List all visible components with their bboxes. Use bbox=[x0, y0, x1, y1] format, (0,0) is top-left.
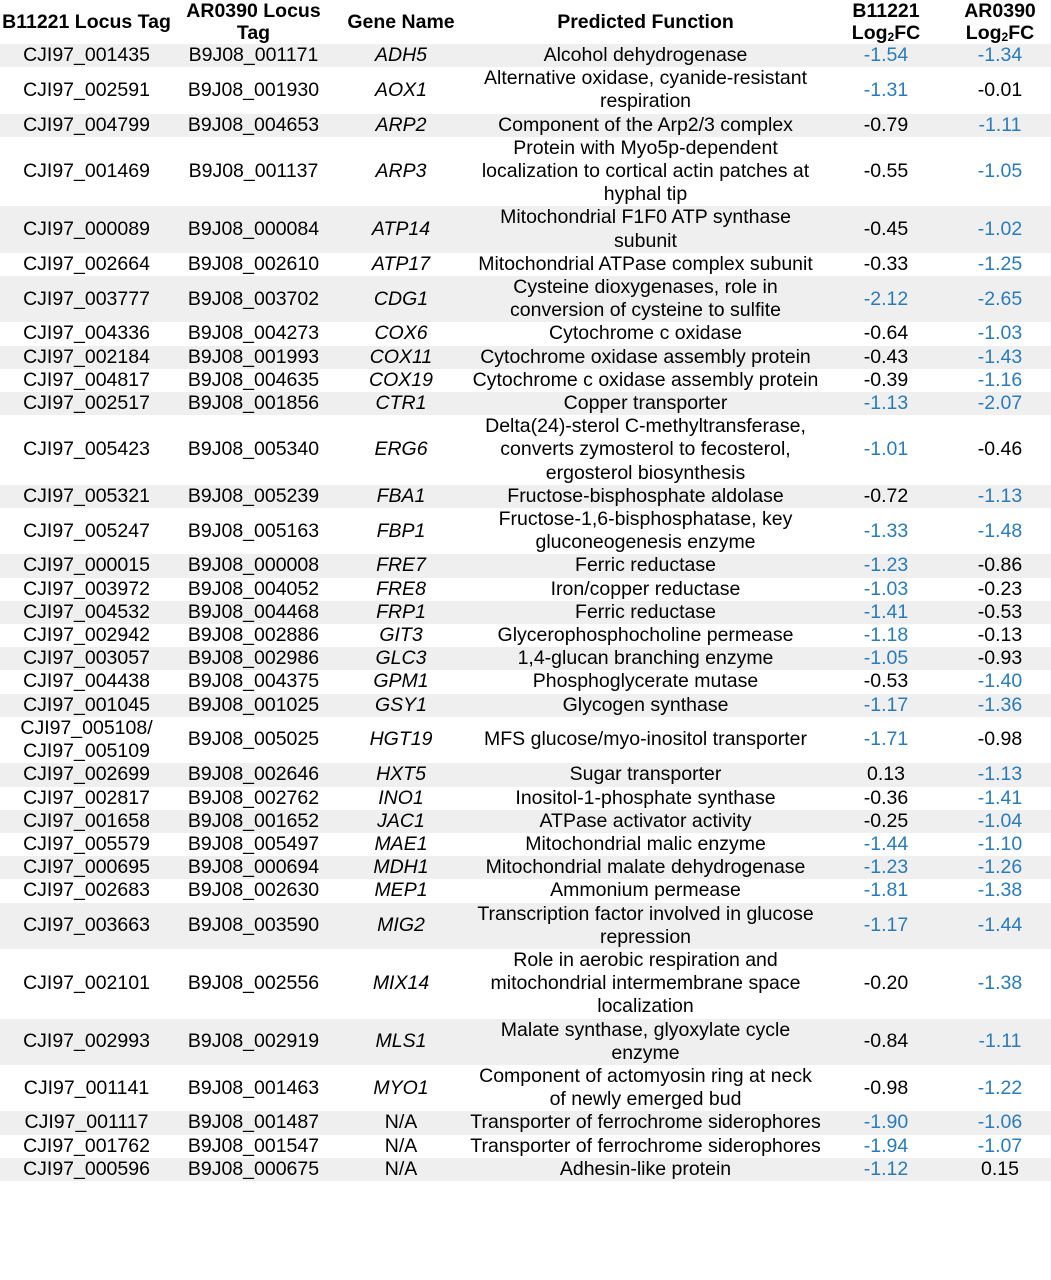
cell-b11221-locus-tag: CJI97_002517 bbox=[0, 392, 173, 415]
cell-gene-name: GIT3 bbox=[334, 624, 468, 647]
cell-b11221-log2fc: -0.20 bbox=[823, 949, 949, 1019]
cell-predicted-function: Cytochrome c oxidase bbox=[468, 322, 823, 345]
cell-ar0390-log2fc: -1.13 bbox=[949, 763, 1051, 786]
cell-ar0390-locus-tag: B9J08_004375 bbox=[173, 670, 334, 693]
cell-b11221-log2fc: -0.43 bbox=[823, 346, 949, 369]
table-row bbox=[0, 369, 1051, 392]
cell-ar0390-log2fc: -1.16 bbox=[949, 369, 1051, 392]
cell-ar0390-locus-tag: B9J08_001547 bbox=[173, 1135, 334, 1158]
cell-gene-name: MYO1 bbox=[334, 1065, 468, 1111]
cell-ar0390-log2fc: -0.93 bbox=[949, 647, 1051, 670]
cell-ar0390-locus-tag: B9J08_002630 bbox=[173, 879, 334, 902]
table-row bbox=[0, 137, 1051, 207]
cell-predicted-function: Phosphoglycerate mutase bbox=[468, 670, 823, 693]
cell-ar0390-log2fc: -0.23 bbox=[949, 578, 1051, 601]
cell-b11221-log2fc: -0.84 bbox=[823, 1019, 949, 1065]
cell-b11221-locus-tag: CJI97_001141 bbox=[0, 1065, 173, 1111]
cell-b11221-log2fc: -1.13 bbox=[823, 392, 949, 415]
cell-gene-name: MIX14 bbox=[334, 949, 468, 1019]
cell-ar0390-locus-tag: B9J08_001025 bbox=[173, 694, 334, 717]
cell-b11221-log2fc: -1.23 bbox=[823, 856, 949, 879]
cell-b11221-locus-tag: CJI97_000695 bbox=[0, 856, 173, 879]
cell-ar0390-log2fc: -1.22 bbox=[949, 1065, 1051, 1111]
cell-gene-name: MIG2 bbox=[334, 903, 468, 949]
cell-ar0390-locus-tag: B9J08_004273 bbox=[173, 322, 334, 345]
cell-b11221-locus-tag: CJI97_005247 bbox=[0, 508, 173, 554]
cell-ar0390-log2fc: -1.06 bbox=[949, 1111, 1051, 1134]
cell-gene-name: ERG6 bbox=[334, 415, 468, 485]
cell-b11221-log2fc: -0.64 bbox=[823, 322, 949, 345]
cell-b11221-log2fc: -1.01 bbox=[823, 415, 949, 485]
cell-predicted-function: Copper transporter bbox=[468, 392, 823, 415]
table-row bbox=[0, 206, 1051, 252]
cell-ar0390-locus-tag: B9J08_001137 bbox=[173, 137, 334, 207]
cell-predicted-function: Inositol-1-phosphate synthase bbox=[468, 787, 823, 810]
cell-predicted-function: Transcription factor involved in glucose repression bbox=[468, 903, 823, 949]
cell-b11221-log2fc: -0.55 bbox=[823, 137, 949, 207]
cell-ar0390-locus-tag: B9J08_000084 bbox=[173, 206, 334, 252]
cell-predicted-function: MFS glucose/myo-inositol transporter bbox=[468, 717, 823, 763]
cell-ar0390-log2fc: -1.44 bbox=[949, 903, 1051, 949]
table-row bbox=[0, 787, 1051, 810]
cell-b11221-log2fc: -0.98 bbox=[823, 1065, 949, 1111]
cell-b11221-locus-tag: CJI97_002993 bbox=[0, 1019, 173, 1065]
cell-b11221-log2fc: -0.25 bbox=[823, 810, 949, 833]
cell-b11221-locus-tag: CJI97_004817 bbox=[0, 369, 173, 392]
cell-ar0390-log2fc: -0.98 bbox=[949, 717, 1051, 763]
cell-ar0390-log2fc: -0.01 bbox=[949, 67, 1051, 113]
cell-ar0390-log2fc: -0.53 bbox=[949, 601, 1051, 624]
cell-b11221-locus-tag: CJI97_005579 bbox=[0, 833, 173, 856]
cell-ar0390-locus-tag: B9J08_002986 bbox=[173, 647, 334, 670]
cell-ar0390-locus-tag: B9J08_005239 bbox=[173, 485, 334, 508]
cell-b11221-locus-tag: CJI97_001117 bbox=[0, 1111, 173, 1134]
cell-b11221-log2fc: -1.33 bbox=[823, 508, 949, 554]
cell-gene-name: N/A bbox=[334, 1158, 468, 1181]
cell-predicted-function: Cysteine dioxygenases, role in conversion of cysteine to sulfite bbox=[468, 276, 823, 322]
cell-b11221-locus-tag: CJI97_002101 bbox=[0, 949, 173, 1019]
cell-ar0390-log2fc: -1.25 bbox=[949, 253, 1051, 276]
cell-b11221-locus-tag: CJI97_005108/ CJI97_005109 bbox=[0, 717, 173, 763]
table-row bbox=[0, 670, 1051, 693]
table-row bbox=[0, 624, 1051, 647]
header-ar0390-log2fc-sub: 2 bbox=[1001, 30, 1009, 44]
cell-predicted-function: Cytochrome c oxidase assembly protein bbox=[468, 369, 823, 392]
cell-b11221-locus-tag: CJI97_003663 bbox=[0, 903, 173, 949]
cell-predicted-function: Component of actomyosin ring at neck of newly emerged bud bbox=[468, 1065, 823, 1111]
header-ar0390-locus-tag: AR0390 Locus Tag bbox=[173, 0, 334, 44]
cell-predicted-function: Role in aerobic respiration and mitochondrial intermembrane space localization bbox=[468, 949, 823, 1019]
header-b11221-log2fc-prefix: B11221 Log bbox=[851, 0, 920, 44]
table-row bbox=[0, 415, 1051, 485]
cell-gene-name: INO1 bbox=[334, 787, 468, 810]
cell-b11221-log2fc: -1.94 bbox=[823, 1135, 949, 1158]
cell-predicted-function: Mitochondrial malic enzyme bbox=[468, 833, 823, 856]
table-row bbox=[0, 322, 1051, 345]
cell-ar0390-log2fc: -1.05 bbox=[949, 137, 1051, 207]
cell-ar0390-log2fc: -1.48 bbox=[949, 508, 1051, 554]
cell-b11221-locus-tag: CJI97_001469 bbox=[0, 137, 173, 207]
cell-b11221-locus-tag: CJI97_000596 bbox=[0, 1158, 173, 1181]
cell-b11221-log2fc: -0.39 bbox=[823, 369, 949, 392]
header-ar0390-log2fc-suffix: FC bbox=[1008, 22, 1035, 44]
cell-predicted-function: Ammonium permease bbox=[468, 879, 823, 902]
cell-ar0390-locus-tag: B9J08_001487 bbox=[173, 1111, 334, 1134]
cell-ar0390-log2fc: -1.41 bbox=[949, 787, 1051, 810]
table-row bbox=[0, 578, 1051, 601]
cell-ar0390-log2fc: -0.46 bbox=[949, 415, 1051, 485]
cell-b11221-locus-tag: CJI97_002664 bbox=[0, 253, 173, 276]
cell-predicted-function: Mitochondrial malate dehydrogenase bbox=[468, 856, 823, 879]
cell-b11221-locus-tag: CJI97_002942 bbox=[0, 624, 173, 647]
cell-gene-name: CDG1 bbox=[334, 276, 468, 322]
header-b11221-log2fc bbox=[823, 0, 949, 44]
cell-b11221-locus-tag: CJI97_002683 bbox=[0, 879, 173, 902]
cell-b11221-locus-tag: CJI97_005423 bbox=[0, 415, 173, 485]
cell-gene-name: ATP14 bbox=[334, 206, 468, 252]
cell-predicted-function: Adhesin-like protein bbox=[468, 1158, 823, 1181]
table-row bbox=[0, 485, 1051, 508]
table-row bbox=[0, 114, 1051, 137]
cell-gene-name: JAC1 bbox=[334, 810, 468, 833]
cell-b11221-log2fc: -0.79 bbox=[823, 114, 949, 137]
table-row bbox=[0, 879, 1051, 902]
cell-b11221-log2fc: -1.41 bbox=[823, 601, 949, 624]
cell-gene-name: FBP1 bbox=[334, 508, 468, 554]
cell-gene-name: FRP1 bbox=[334, 601, 468, 624]
cell-gene-name: ADH5 bbox=[334, 44, 468, 67]
cell-b11221-locus-tag: CJI97_000015 bbox=[0, 554, 173, 577]
cell-ar0390-log2fc: -1.10 bbox=[949, 833, 1051, 856]
cell-b11221-locus-tag: CJI97_004799 bbox=[0, 114, 173, 137]
table-row bbox=[0, 1065, 1051, 1111]
cell-gene-name: COX6 bbox=[334, 322, 468, 345]
cell-predicted-function: Component of the Arp2/3 complex bbox=[468, 114, 823, 137]
cell-ar0390-locus-tag: B9J08_003590 bbox=[173, 903, 334, 949]
cell-ar0390-locus-tag: B9J08_002556 bbox=[173, 949, 334, 1019]
cell-b11221-locus-tag: CJI97_002591 bbox=[0, 67, 173, 113]
table-row bbox=[0, 508, 1051, 554]
cell-predicted-function: 1,4-glucan branching enzyme bbox=[468, 647, 823, 670]
table-row bbox=[0, 276, 1051, 322]
cell-ar0390-log2fc: -1.26 bbox=[949, 856, 1051, 879]
cell-predicted-function: Cytochrome oxidase assembly protein bbox=[468, 346, 823, 369]
table-row bbox=[0, 810, 1051, 833]
cell-b11221-log2fc: -1.81 bbox=[823, 879, 949, 902]
cell-b11221-locus-tag: CJI97_001658 bbox=[0, 810, 173, 833]
cell-ar0390-log2fc: -1.11 bbox=[949, 114, 1051, 137]
cell-ar0390-locus-tag: B9J08_004052 bbox=[173, 578, 334, 601]
cell-ar0390-locus-tag: B9J08_001463 bbox=[173, 1065, 334, 1111]
cell-b11221-log2fc: -1.90 bbox=[823, 1111, 949, 1134]
cell-predicted-function: Ferric reductase bbox=[468, 601, 823, 624]
cell-gene-name: N/A bbox=[334, 1111, 468, 1134]
cell-b11221-log2fc: -1.05 bbox=[823, 647, 949, 670]
header-b11221-log2fc-sub: 2 bbox=[887, 30, 895, 44]
cell-gene-name: GLC3 bbox=[334, 647, 468, 670]
cell-b11221-locus-tag: CJI97_001435 bbox=[0, 44, 173, 67]
header-b11221-log2fc-suffix: FC bbox=[894, 22, 921, 44]
cell-ar0390-log2fc: -1.36 bbox=[949, 694, 1051, 717]
cell-predicted-function: Protein with Myo5p-dependent localization to cortical actin patches at hyphal tip bbox=[468, 137, 823, 207]
table-row bbox=[0, 253, 1051, 276]
cell-b11221-log2fc: -1.18 bbox=[823, 624, 949, 647]
cell-ar0390-log2fc: -1.13 bbox=[949, 485, 1051, 508]
cell-ar0390-locus-tag: B9J08_001930 bbox=[173, 67, 334, 113]
cell-predicted-function: Transporter of ferrochrome siderophores bbox=[468, 1111, 823, 1134]
table-row bbox=[0, 949, 1051, 1019]
cell-ar0390-log2fc: -1.38 bbox=[949, 949, 1051, 1019]
cell-ar0390-log2fc: -1.38 bbox=[949, 879, 1051, 902]
cell-ar0390-locus-tag: B9J08_002886 bbox=[173, 624, 334, 647]
cell-b11221-log2fc: -0.72 bbox=[823, 485, 949, 508]
table-row bbox=[0, 1111, 1051, 1134]
cell-gene-name: MEP1 bbox=[334, 879, 468, 902]
cell-b11221-log2fc: -1.12 bbox=[823, 1158, 949, 1181]
cell-ar0390-log2fc: -1.07 bbox=[949, 1135, 1051, 1158]
cell-b11221-locus-tag: CJI97_003057 bbox=[0, 647, 173, 670]
cell-ar0390-log2fc: 0.15 bbox=[949, 1158, 1051, 1181]
cell-b11221-log2fc: -2.12 bbox=[823, 276, 949, 322]
cell-gene-name: CTR1 bbox=[334, 392, 468, 415]
cell-ar0390-locus-tag: B9J08_003702 bbox=[173, 276, 334, 322]
table-body bbox=[0, 44, 1051, 1181]
cell-ar0390-locus-tag: B9J08_004468 bbox=[173, 601, 334, 624]
cell-predicted-function: Fructose-1,6-bisphosphatase, key gluconeogenesis enzyme bbox=[468, 508, 823, 554]
cell-predicted-function: Ferric reductase bbox=[468, 554, 823, 577]
cell-gene-name: FRE7 bbox=[334, 554, 468, 577]
cell-b11221-log2fc: -1.44 bbox=[823, 833, 949, 856]
cell-gene-name: AOX1 bbox=[334, 67, 468, 113]
cell-gene-name: MDH1 bbox=[334, 856, 468, 879]
cell-b11221-log2fc: -1.31 bbox=[823, 67, 949, 113]
table-row bbox=[0, 763, 1051, 786]
cell-predicted-function: Mitochondrial ATPase complex subunit bbox=[468, 253, 823, 276]
cell-predicted-function: Alcohol dehydrogenase bbox=[468, 44, 823, 67]
cell-predicted-function: Malate synthase, glyoxylate cycle enzyme bbox=[468, 1019, 823, 1065]
table-row bbox=[0, 717, 1051, 763]
cell-predicted-function: Alternative oxidase, cyanide-resistant respiration bbox=[468, 67, 823, 113]
table-row bbox=[0, 647, 1051, 670]
table-row bbox=[0, 1135, 1051, 1158]
cell-b11221-log2fc: -1.71 bbox=[823, 717, 949, 763]
cell-b11221-locus-tag: CJI97_003777 bbox=[0, 276, 173, 322]
header-gene-name: Gene Name bbox=[334, 0, 468, 44]
table-row bbox=[0, 601, 1051, 624]
cell-b11221-locus-tag: CJI97_001045 bbox=[0, 694, 173, 717]
header-b11221-locus-tag: B11221 Locus Tag bbox=[0, 0, 173, 44]
cell-b11221-log2fc: -1.03 bbox=[823, 578, 949, 601]
cell-gene-name: FBA1 bbox=[334, 485, 468, 508]
cell-b11221-log2fc: -0.45 bbox=[823, 206, 949, 252]
table-row bbox=[0, 694, 1051, 717]
cell-b11221-log2fc: -0.53 bbox=[823, 670, 949, 693]
cell-ar0390-locus-tag: B9J08_000694 bbox=[173, 856, 334, 879]
table-header-row bbox=[0, 0, 1051, 44]
header-ar0390-log2fc-prefix: AR0390 Log bbox=[964, 0, 1036, 44]
cell-predicted-function: Iron/copper reductase bbox=[468, 578, 823, 601]
cell-gene-name: HXT5 bbox=[334, 763, 468, 786]
cell-ar0390-locus-tag: B9J08_005025 bbox=[173, 717, 334, 763]
cell-ar0390-locus-tag: B9J08_002762 bbox=[173, 787, 334, 810]
cell-predicted-function: Glycerophosphocholine permease bbox=[468, 624, 823, 647]
cell-b11221-log2fc: -1.17 bbox=[823, 694, 949, 717]
cell-gene-name: ATP17 bbox=[334, 253, 468, 276]
cell-predicted-function: Fructose-bisphosphate aldolase bbox=[468, 485, 823, 508]
table-row bbox=[0, 856, 1051, 879]
cell-ar0390-locus-tag: B9J08_001171 bbox=[173, 44, 334, 67]
cell-b11221-log2fc: -1.23 bbox=[823, 554, 949, 577]
cell-predicted-function: Sugar transporter bbox=[468, 763, 823, 786]
cell-ar0390-locus-tag: B9J08_004635 bbox=[173, 369, 334, 392]
cell-gene-name: GPM1 bbox=[334, 670, 468, 693]
table-row bbox=[0, 392, 1051, 415]
cell-b11221-locus-tag: CJI97_000089 bbox=[0, 206, 173, 252]
cell-b11221-locus-tag: CJI97_004438 bbox=[0, 670, 173, 693]
cell-ar0390-log2fc: -1.43 bbox=[949, 346, 1051, 369]
cell-ar0390-log2fc: -0.13 bbox=[949, 624, 1051, 647]
cell-ar0390-locus-tag: B9J08_005497 bbox=[173, 833, 334, 856]
cell-ar0390-locus-tag: B9J08_005340 bbox=[173, 415, 334, 485]
cell-ar0390-log2fc: -1.02 bbox=[949, 206, 1051, 252]
cell-gene-name: N/A bbox=[334, 1135, 468, 1158]
table-row bbox=[0, 903, 1051, 949]
cell-gene-name: ARP2 bbox=[334, 114, 468, 137]
cell-ar0390-log2fc: -1.04 bbox=[949, 810, 1051, 833]
table-row bbox=[0, 554, 1051, 577]
table-row bbox=[0, 44, 1051, 67]
cell-gene-name: FRE8 bbox=[334, 578, 468, 601]
cell-ar0390-locus-tag: B9J08_002919 bbox=[173, 1019, 334, 1065]
cell-ar0390-log2fc: -2.65 bbox=[949, 276, 1051, 322]
cell-ar0390-locus-tag: B9J08_001652 bbox=[173, 810, 334, 833]
cell-gene-name: MAE1 bbox=[334, 833, 468, 856]
header-ar0390-log2fc bbox=[949, 0, 1051, 44]
cell-b11221-log2fc: -1.54 bbox=[823, 44, 949, 67]
cell-ar0390-locus-tag: B9J08_000008 bbox=[173, 554, 334, 577]
cell-gene-name: MLS1 bbox=[334, 1019, 468, 1065]
cell-b11221-locus-tag: CJI97_004532 bbox=[0, 601, 173, 624]
cell-b11221-locus-tag: CJI97_003972 bbox=[0, 578, 173, 601]
cell-ar0390-locus-tag: B9J08_004653 bbox=[173, 114, 334, 137]
cell-ar0390-locus-tag: B9J08_001993 bbox=[173, 346, 334, 369]
cell-predicted-function: Transporter of ferrochrome siderophores bbox=[468, 1135, 823, 1158]
cell-b11221-log2fc: -0.36 bbox=[823, 787, 949, 810]
table-row bbox=[0, 67, 1051, 113]
cell-gene-name: ARP3 bbox=[334, 137, 468, 207]
table-row bbox=[0, 833, 1051, 856]
cell-ar0390-locus-tag: B9J08_000675 bbox=[173, 1158, 334, 1181]
cell-b11221-locus-tag: CJI97_005321 bbox=[0, 485, 173, 508]
cell-b11221-locus-tag: CJI97_004336 bbox=[0, 322, 173, 345]
cell-b11221-locus-tag: CJI97_001762 bbox=[0, 1135, 173, 1158]
cell-b11221-log2fc: -1.17 bbox=[823, 903, 949, 949]
cell-predicted-function: ATPase activator activity bbox=[468, 810, 823, 833]
cell-predicted-function: Mitochondrial F1F0 ATP synthase subunit bbox=[468, 206, 823, 252]
table-row bbox=[0, 1158, 1051, 1181]
cell-gene-name: COX11 bbox=[334, 346, 468, 369]
cell-ar0390-log2fc: -1.34 bbox=[949, 44, 1051, 67]
cell-ar0390-locus-tag: B9J08_001856 bbox=[173, 392, 334, 415]
table-row bbox=[0, 1019, 1051, 1065]
cell-ar0390-log2fc: -1.11 bbox=[949, 1019, 1051, 1065]
cell-ar0390-locus-tag: B9J08_002646 bbox=[173, 763, 334, 786]
cell-ar0390-locus-tag: B9J08_005163 bbox=[173, 508, 334, 554]
cell-ar0390-locus-tag: B9J08_002610 bbox=[173, 253, 334, 276]
cell-predicted-function: Glycogen synthase bbox=[468, 694, 823, 717]
cell-b11221-locus-tag: CJI97_002699 bbox=[0, 763, 173, 786]
cell-gene-name: GSY1 bbox=[334, 694, 468, 717]
cell-ar0390-log2fc: -0.86 bbox=[949, 554, 1051, 577]
cell-gene-name: COX19 bbox=[334, 369, 468, 392]
cell-ar0390-log2fc: -1.40 bbox=[949, 670, 1051, 693]
cell-ar0390-log2fc: -2.07 bbox=[949, 392, 1051, 415]
header-predicted-function: Predicted Function bbox=[468, 0, 823, 44]
cell-b11221-locus-tag: CJI97_002184 bbox=[0, 346, 173, 369]
cell-ar0390-log2fc: -1.03 bbox=[949, 322, 1051, 345]
cell-gene-name: HGT19 bbox=[334, 717, 468, 763]
cell-b11221-log2fc: 0.13 bbox=[823, 763, 949, 786]
cell-b11221-locus-tag: CJI97_002817 bbox=[0, 787, 173, 810]
table-row bbox=[0, 346, 1051, 369]
cell-predicted-function: Delta(24)-sterol C-methyltransferase, converts zymosterol to fecosterol, ergosterol biosynthesis bbox=[468, 415, 823, 485]
cell-b11221-log2fc: -0.33 bbox=[823, 253, 949, 276]
